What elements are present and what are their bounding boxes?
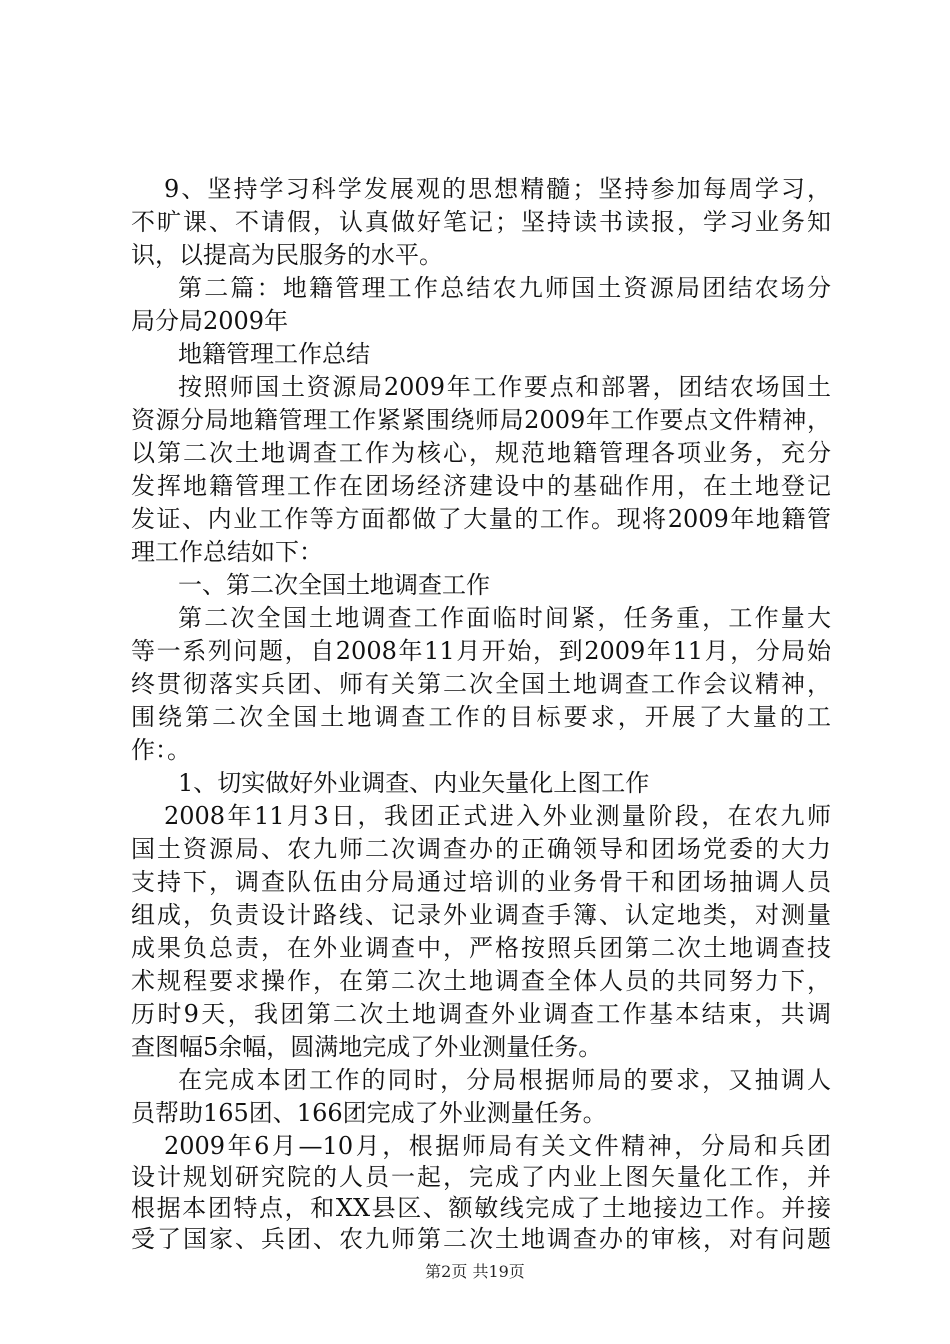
paragraph-line: 支持下，调查队伍由分局通过培训的业务骨干和团场抽调人员	[131, 868, 831, 896]
paragraph-line: 组成，负责设计路线、记录外业调查手簿、认定地类，对测量	[131, 901, 831, 929]
paragraph-line: 第二次全国土地调查工作面临时间紧，任务重，工作量大	[178, 604, 831, 632]
paragraph-line: 2008年11月3日，我团正式进入外业测量阶段，在农九师	[164, 802, 831, 830]
paragraph-line: 9、坚持学习科学发展观的思想精髓；坚持参加每周学习，	[164, 175, 831, 203]
paragraph-line: 在完成本团工作的同时，分局根据师局的要求，又抽调人	[178, 1066, 831, 1094]
paragraph-line: 2009年6月—10月，根据师局有关文件精神，分局和兵团	[164, 1132, 831, 1160]
paragraph-line: 查图幅5余幅，圆满地完成了外业测量任务。	[131, 1033, 603, 1061]
paragraph-line: 历时9天，我团第二次土地调查外业调查工作基本结束，共调	[131, 1000, 831, 1028]
paragraph-line: 识，以提高为民服务的水平。	[131, 241, 443, 269]
paragraph-line: 围绕第二次全国土地调查工作的目标要求，开展了大量的工	[131, 703, 831, 731]
paragraph-line: 发挥地籍管理工作在团场经济建设中的基础作用，在土地登记	[131, 472, 831, 500]
paragraph-line: 理工作总结如下：	[131, 538, 323, 566]
section-title: 地籍管理工作总结	[178, 340, 370, 368]
paragraph-line: 终贯彻落实兵团、师有关第二次全国土地调查工作会议精神，	[131, 670, 831, 698]
page-number-footer: 第2页 共19页	[425, 1262, 525, 1281]
paragraph-line: 设计规划研究院的人员一起，完成了内业上图矢量化工作，并	[131, 1163, 831, 1191]
subsection-heading: 1、切实做好外业调查、内业矢量化上图工作	[178, 769, 650, 797]
paragraph-line: 作：。	[131, 736, 191, 764]
paragraph-line: 术规程要求操作，在第二次土地调查全体人员的共同努力下，	[131, 967, 831, 995]
subsection-heading: 一、第二次全国土地调查工作	[178, 571, 490, 599]
paragraph-line: 按照师国土资源局2009年工作要点和部署，团结农场国土	[178, 373, 831, 401]
paragraph-line: 资源分局地籍管理工作紧紧围绕师局2009年工作要点文件精神，	[131, 406, 831, 434]
paragraph-line: 受了国家、兵团、农九师第二次土地调查办的审核，对有问题	[131, 1225, 831, 1253]
paragraph-line: 等一系列问题，自2008年11月开始，到2009年11月，分局始	[131, 637, 831, 665]
paragraph-line: 员帮助165团、166团完成了外业测量任务。	[131, 1099, 607, 1127]
paragraph-line: 根据本团特点，和XX县区、额敏线完成了土地接边工作。并接	[131, 1194, 831, 1222]
paragraph-line: 国土资源局、农九师二次调查办的正确领导和团场党委的大力	[131, 835, 831, 863]
paragraph-line: 以第二次土地调查工作为核心，规范地籍管理各项业务，充分	[131, 439, 831, 467]
paragraph-line: 成果负总责，在外业调查中，严格按照兵团第二次土地调查技	[131, 934, 831, 962]
section-heading-line: 第二篇：地籍管理工作总结农九师国土资源局团结农场分	[178, 274, 831, 302]
paragraph-line: 不旷课、不请假，认真做好笔记；坚持读书读报，学习业务知	[131, 208, 831, 236]
paragraph-line: 发证、内业工作等方面都做了大量的工作。现将2009年地籍管	[131, 505, 831, 533]
section-heading-line: 局分局2009年	[131, 307, 289, 335]
